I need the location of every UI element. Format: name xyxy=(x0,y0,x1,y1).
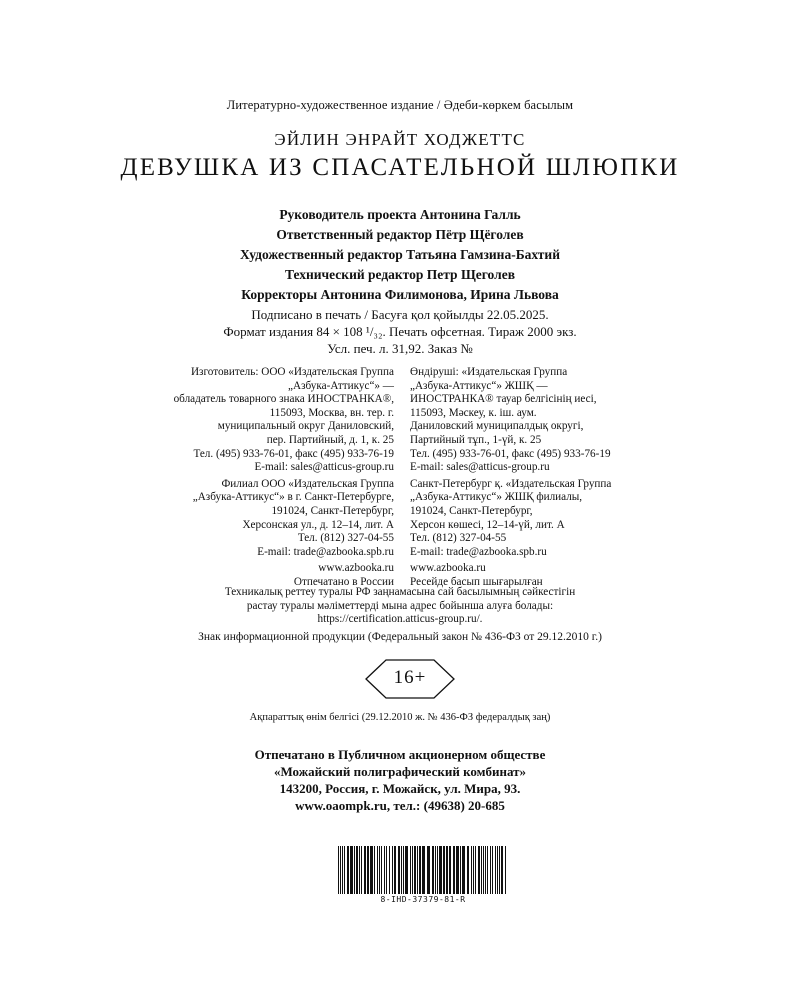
staff-line: Технический редактор Петр Щеголев xyxy=(285,267,515,282)
manufacturer-block xyxy=(110,366,690,475)
website-link[interactable]: www.azbooka.ru xyxy=(318,562,394,575)
text-line: E-mail: trade@azbooka.spb.ru xyxy=(257,545,394,558)
text-line: Отпечатано в Публичном акционерном обществе xyxy=(254,747,546,762)
text-line: 115093, Мәскеу, к. іш. аум. xyxy=(410,406,537,419)
manufacturer-kz xyxy=(402,366,690,475)
text-line: пер. Партийный, д. 1, к. 25 xyxy=(266,433,394,446)
branch-kz xyxy=(402,478,690,560)
text-line: Херсонская ул., д. 12–14, лит. А xyxy=(242,518,394,531)
staff-line: Руководитель проекта Антонина Галль xyxy=(279,207,521,222)
branch-ru xyxy=(110,478,402,560)
staff-line: Художественный редактор Татьяна Гамзина-Бахтий xyxy=(240,247,560,262)
author-name: ЭЙЛИН ЭНРАЙТ ХОДЖЕТТС xyxy=(274,130,526,149)
barcode-icon xyxy=(338,846,508,894)
age-sign-kz: Ақпараттық өнім белгісі (29.12.2010 ж. № 436-ФЗ федералдық заң) xyxy=(249,712,551,723)
staff-list xyxy=(0,205,800,305)
text-line: Ресейде басып шығарылған xyxy=(410,575,543,588)
book-title: ДЕВУШКА ИЗ СПАСАТЕЛЬНОЙ ШЛЮПКИ xyxy=(120,154,680,181)
text-line: Изготовитель: ООО «Издательская Группа xyxy=(190,366,394,378)
text-line: обладатель товарного знака ИНОСТРАНКА®, xyxy=(173,393,394,406)
barcode-number: 8-IHD-37379-81-R xyxy=(380,895,466,904)
text-line: Тел. (495) 933-76-01, факс (495) 933-76-19 xyxy=(410,447,611,460)
print-info-line: Подписано в печать / Басуға қол қойылды 22.05.2025. xyxy=(251,307,549,322)
text-line: Отпечатано в России xyxy=(293,575,394,588)
print-info-line: Формат издания 84 × 108 ¹/₃₂. Печать офсетная. Тираж 2000 экз. xyxy=(223,324,577,339)
text-line: 191024, Санкт-Петербург, xyxy=(271,504,394,517)
manufacturer-ru xyxy=(110,366,402,475)
certification-note xyxy=(0,586,800,627)
text-line: „Азбука-Аттикус“» ЖШҚ — xyxy=(410,379,548,392)
printer-info xyxy=(0,746,800,814)
text-line: E-mail: trade@azbooka.spb.ru xyxy=(410,545,547,558)
text-line: ИНОСТРАНКА® тауар белгісінің иесі, xyxy=(410,393,597,406)
text-line: «Можайский полиграфический комбинат» xyxy=(273,764,527,779)
text-line: „Азбука-Аттикус“» ЖШҚ филиалы, xyxy=(410,491,583,504)
edition-type: Литературно-художественное издание / Әдеби-көркем басылым xyxy=(226,98,574,112)
info-product-sign: Знак информационной продукции (Федеральный закон № 436-ФЗ от 29.12.2010 г.) xyxy=(198,631,602,643)
text-line: Филиал ООО «Издательская Группа xyxy=(221,477,394,490)
text-line: Даниловский муниципалдық округі, xyxy=(410,420,584,433)
certification-link[interactable]: https://certification.atticus-group.ru/. xyxy=(317,613,483,626)
text-line: 115093, Москва, вн. тер. г. xyxy=(269,406,394,419)
age-rating: 16+ xyxy=(393,667,427,688)
text-line: Тел. (812) 327-04-55 xyxy=(297,532,394,545)
staff-line: Корректоры Антонина Филимонова, Ирина Львова xyxy=(241,287,559,302)
text-line: 143200, Россия, г. Можайск, ул. Мира, 93. xyxy=(279,781,521,796)
print-info xyxy=(0,306,800,357)
text-line: E-mail: sales@atticus-group.ru xyxy=(410,461,550,474)
website-link[interactable]: www.azbooka.ru xyxy=(410,562,486,575)
branch-block xyxy=(110,478,690,560)
print-info-line: Усл. печ. л. 31,92. Заказ № xyxy=(327,341,473,356)
text-line: „Азбука-Аттикус“» — xyxy=(288,379,394,392)
text-line: 191024, Санкт-Петербург, xyxy=(410,504,533,517)
text-line: Тел. (812) 327-04-55 xyxy=(410,532,507,545)
publisher-columns xyxy=(110,366,690,590)
text-line: Санкт-Петербург қ. «Издательская Группа xyxy=(410,477,612,490)
text-line: Техникалық реттеу туралы РФ заңнамасына сай басылымның сәйкестігін xyxy=(224,586,576,598)
text-line: Партийный тұп., 1-үй, к. 25 xyxy=(410,433,542,446)
text-line: Тел. (495) 933-76-01, факс (495) 933-76-19 xyxy=(193,447,394,460)
text-line: муниципальный округ Даниловский, xyxy=(217,420,394,433)
text-line: „Азбука-Аттикус“» в г. Санкт-Петербурге, xyxy=(192,491,394,504)
text-line: E-mail: sales@atticus-group.ru xyxy=(254,461,394,474)
text-line: Херсон көшесі, 12–14-үй, лит. А xyxy=(410,518,565,531)
staff-line: Ответственный редактор Пётр Щёголев xyxy=(276,227,524,242)
text-line: Өндіруші: «Издательская Группа xyxy=(410,366,568,378)
text-line: растау туралы мәліметтерді мына адрес бойынша алуға болады: xyxy=(246,599,554,612)
text-line: www.oaompk.ru, тел.: (49638) 20-685 xyxy=(295,798,505,813)
